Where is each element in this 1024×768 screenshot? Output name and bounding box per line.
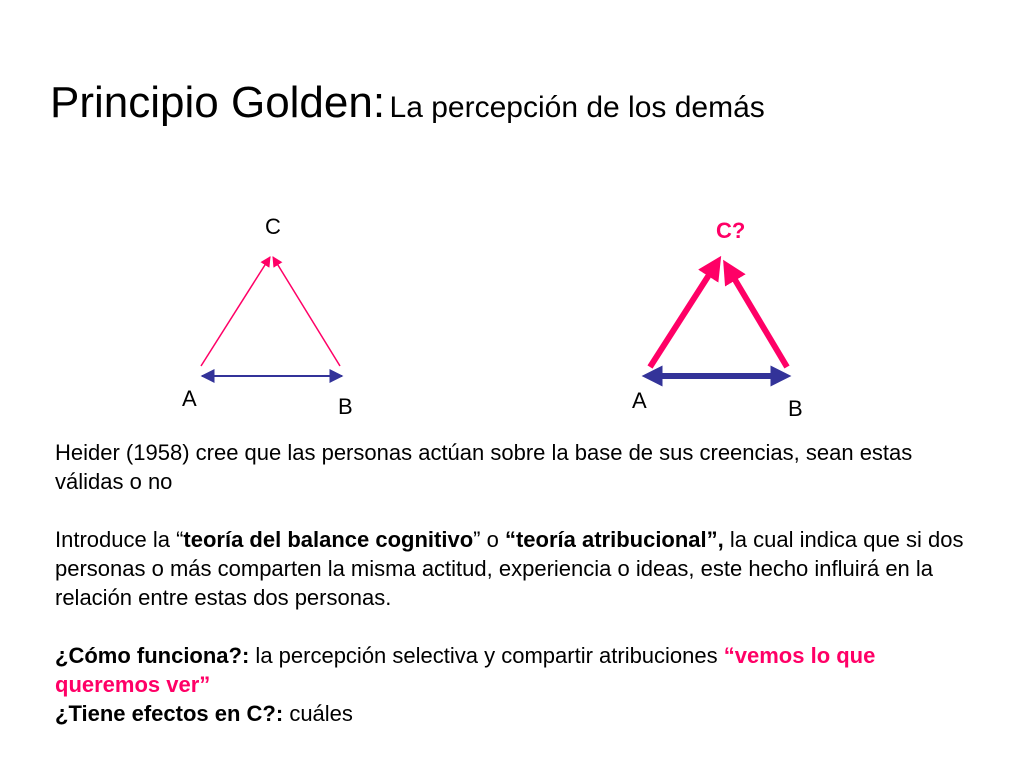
left-arrow-a-to-c <box>201 257 270 366</box>
body-text <box>55 438 985 728</box>
effects-question: ¿Tiene efectos en C?: <box>55 701 284 726</box>
theory-or: ” o <box>473 527 505 552</box>
title-main: Principio Golden: <box>50 78 386 127</box>
paragraph-effects <box>55 699 985 728</box>
how-answer: la percepción selectiva y compartir atribuciones <box>249 643 724 668</box>
right-arrow-a-to-c <box>650 264 716 367</box>
effects-answer: cuáles <box>283 701 353 726</box>
how-question: ¿Cómo funciona?: <box>55 643 250 668</box>
right-label-a: A <box>632 388 647 413</box>
theory-attribution: “teoría atribucional”, <box>504 527 724 552</box>
left-label-b: B <box>338 394 353 419</box>
right-arrow-b-to-c <box>728 268 787 367</box>
paragraph-heider: Heider (1958) cree que las personas actúan sobre la base de sus creencias, sean estas válidas o no <box>55 440 913 494</box>
left-triangle <box>201 257 342 376</box>
left-label-a: A <box>182 386 197 411</box>
paragraph-theory <box>55 525 985 612</box>
theory-intro: Introduce la “ <box>55 527 184 552</box>
how-quote: “vemos lo que queremos ver” <box>55 643 876 697</box>
left-label-c: C <box>265 214 281 239</box>
paragraph-how <box>55 641 985 699</box>
right-label-b: B <box>788 396 803 421</box>
title-subtitle: La percepción de los demás <box>389 91 765 124</box>
right-triangle <box>650 264 787 376</box>
left-arrow-b-to-c <box>273 257 340 366</box>
theory-explanation: la cual indica que si dos personas o más comparten la misma actitud, experiencia o ideas, este hecho influirá en la relación entre estas dos personas. <box>55 527 964 610</box>
right-label-c: C? <box>716 218 746 243</box>
theory-balance: teoría del balance cognitivo <box>183 527 474 552</box>
